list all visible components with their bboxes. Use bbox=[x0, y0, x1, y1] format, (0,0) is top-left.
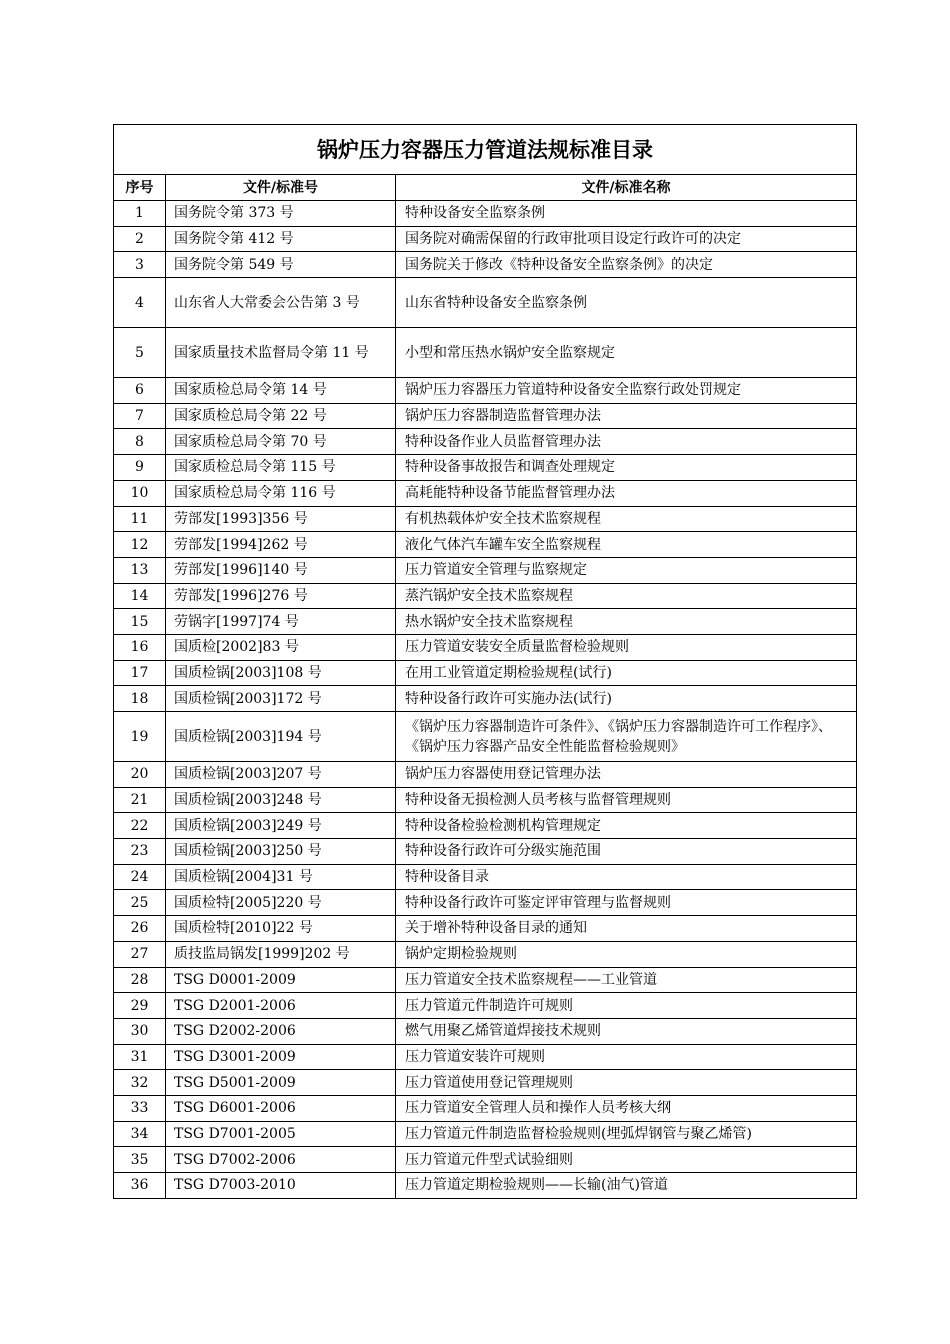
table-row bbox=[114, 378, 857, 404]
document-title: 特种设备行政许可实施办法(试行) bbox=[396, 686, 857, 712]
row-number: 20 bbox=[114, 762, 166, 788]
document-number: 国质检锅[2003]250 号 bbox=[166, 839, 396, 865]
row-number: 16 bbox=[114, 634, 166, 660]
document-number: 劳部发[1993]356 号 bbox=[166, 506, 396, 532]
row-number: 10 bbox=[114, 480, 166, 506]
document-number: 国家质检总局令第 14 号 bbox=[166, 378, 396, 404]
document-number: 劳锅字[1997]74 号 bbox=[166, 609, 396, 635]
document-number: 国质检锅[2004]31 号 bbox=[166, 864, 396, 890]
row-number: 32 bbox=[114, 1070, 166, 1096]
table-title: 锅炉压力容器压力管道法规标准目录 bbox=[114, 125, 857, 175]
document-number: 国务院令第 549 号 bbox=[166, 252, 396, 278]
table-row bbox=[114, 762, 857, 788]
document-title: 压力管道元件制造监督检验规则(埋弧焊钢管与聚乙烯管) bbox=[396, 1121, 857, 1147]
document-number: TSG D7002-2006 bbox=[166, 1147, 396, 1173]
document-number: TSG D7003-2010 bbox=[166, 1173, 396, 1199]
document-title: 热水锅炉安全技术监察规程 bbox=[396, 609, 857, 635]
table-row bbox=[114, 660, 857, 686]
document-title: 有机热载体炉安全技术监察规程 bbox=[396, 506, 857, 532]
document-title: 压力管道安装许可规则 bbox=[396, 1044, 857, 1070]
row-number: 29 bbox=[114, 993, 166, 1019]
row-number: 7 bbox=[114, 403, 166, 429]
document-title: 燃气用聚乙烯管道焊接技术规则 bbox=[396, 1018, 857, 1044]
table-row bbox=[114, 506, 857, 532]
document-title: 锅炉压力容器使用登记管理办法 bbox=[396, 762, 857, 788]
regulations-table bbox=[113, 124, 857, 1199]
document-number: 国质检锅[2003]108 号 bbox=[166, 660, 396, 686]
table-row bbox=[114, 941, 857, 967]
row-number: 25 bbox=[114, 890, 166, 916]
document-number: 质技监局锅发[1999]202 号 bbox=[166, 941, 396, 967]
document-number: 国质检锅[2003]249 号 bbox=[166, 813, 396, 839]
row-number: 24 bbox=[114, 864, 166, 890]
document-number: 国质检锅[2003]248 号 bbox=[166, 787, 396, 813]
document-title: 特种设备目录 bbox=[396, 864, 857, 890]
row-number: 11 bbox=[114, 506, 166, 532]
row-number: 4 bbox=[114, 278, 166, 328]
document-number: 国质检[2002]83 号 bbox=[166, 634, 396, 660]
document-number: TSG D6001-2006 bbox=[166, 1095, 396, 1121]
document-number: 劳部发[1996]276 号 bbox=[166, 583, 396, 609]
table-row bbox=[114, 1044, 857, 1070]
document-number: 国务院令第 373 号 bbox=[166, 201, 396, 227]
document-title: 锅炉压力容器制造监督管理办法 bbox=[396, 403, 857, 429]
table-row bbox=[114, 890, 857, 916]
document-number: 劳部发[1994]262 号 bbox=[166, 532, 396, 558]
table-row bbox=[114, 967, 857, 993]
document-number: 国质检特[2005]220 号 bbox=[166, 890, 396, 916]
document-title: 特种设备作业人员监督管理办法 bbox=[396, 429, 857, 455]
document-title: 蒸汽锅炉安全技术监察规程 bbox=[396, 583, 857, 609]
row-number: 27 bbox=[114, 941, 166, 967]
document-title: 在用工业管道定期检验规程(试行) bbox=[396, 660, 857, 686]
document-title: 压力管道元件制造许可规则 bbox=[396, 993, 857, 1019]
row-number: 35 bbox=[114, 1147, 166, 1173]
document-number: 劳部发[1996]140 号 bbox=[166, 557, 396, 583]
document-title: 山东省特种设备安全监察条例 bbox=[396, 278, 857, 328]
row-number: 19 bbox=[114, 712, 166, 762]
document-number: TSG D5001-2009 bbox=[166, 1070, 396, 1096]
document-number: TSG D2001-2006 bbox=[166, 993, 396, 1019]
table-row bbox=[114, 1070, 857, 1096]
table-row bbox=[114, 916, 857, 942]
document-number: 山东省人大常委会公告第 3 号 bbox=[166, 278, 396, 328]
document-number: 国家质检总局令第 22 号 bbox=[166, 403, 396, 429]
table-row bbox=[114, 532, 857, 558]
document-title: 《锅炉压力容器制造许可条件》、《锅炉压力容器制造许可工作程序》、《锅炉压力容器产品安全性能监督检验规则》 bbox=[396, 712, 857, 762]
document-number: 国家质检总局令第 115 号 bbox=[166, 455, 396, 481]
row-number: 21 bbox=[114, 787, 166, 813]
row-number: 2 bbox=[114, 226, 166, 252]
row-number: 8 bbox=[114, 429, 166, 455]
row-number: 26 bbox=[114, 916, 166, 942]
row-number: 3 bbox=[114, 252, 166, 278]
document-number: TSG D3001-2009 bbox=[166, 1044, 396, 1070]
table-row bbox=[114, 226, 857, 252]
document-number: 国质检锅[2003]207 号 bbox=[166, 762, 396, 788]
document-number: 国务院令第 412 号 bbox=[166, 226, 396, 252]
document-number: TSG D7001-2005 bbox=[166, 1121, 396, 1147]
document-title: 小型和常压热水锅炉安全监察规定 bbox=[396, 328, 857, 378]
document-title: 特种设备行政许可鉴定评审管理与监督规则 bbox=[396, 890, 857, 916]
document-title: 压力管道定期检验规则——长输(油气)管道 bbox=[396, 1173, 857, 1199]
document-title: 特种设备事故报告和调查处理规定 bbox=[396, 455, 857, 481]
row-number: 28 bbox=[114, 967, 166, 993]
table-body bbox=[114, 201, 857, 1199]
document-number: 国质检特[2010]22 号 bbox=[166, 916, 396, 942]
row-number: 6 bbox=[114, 378, 166, 404]
document-number: 国家质检总局令第 116 号 bbox=[166, 480, 396, 506]
column-header-code: 文件/标准号 bbox=[166, 175, 396, 201]
table-row bbox=[114, 328, 857, 378]
document-title: 国务院对确需保留的行政审批项目设定行政许可的决定 bbox=[396, 226, 857, 252]
table-row bbox=[114, 864, 857, 890]
document-title: 国务院关于修改《特种设备安全监察条例》的决定 bbox=[396, 252, 857, 278]
row-number: 12 bbox=[114, 532, 166, 558]
table-row bbox=[114, 1121, 857, 1147]
row-number: 36 bbox=[114, 1173, 166, 1199]
document-title: 压力管道使用登记管理规则 bbox=[396, 1070, 857, 1096]
table-row bbox=[114, 609, 857, 635]
table-row bbox=[114, 429, 857, 455]
row-number: 5 bbox=[114, 328, 166, 378]
table-row bbox=[114, 1147, 857, 1173]
document-title: 高耗能特种设备节能监督管理办法 bbox=[396, 480, 857, 506]
table-row bbox=[114, 787, 857, 813]
row-number: 34 bbox=[114, 1121, 166, 1147]
document-number: 国家质检总局令第 70 号 bbox=[166, 429, 396, 455]
table-row bbox=[114, 634, 857, 660]
document-title: 锅炉定期检验规则 bbox=[396, 941, 857, 967]
table-row bbox=[114, 252, 857, 278]
table-row bbox=[114, 1018, 857, 1044]
document-number: 国家质量技术监督局令第 11 号 bbox=[166, 328, 396, 378]
table-row bbox=[114, 278, 857, 328]
row-number: 33 bbox=[114, 1095, 166, 1121]
document-title: 特种设备检验检测机构管理规定 bbox=[396, 813, 857, 839]
table-row bbox=[114, 839, 857, 865]
table-row bbox=[114, 480, 857, 506]
row-number: 30 bbox=[114, 1018, 166, 1044]
column-header-no: 序号 bbox=[114, 175, 166, 201]
document-title: 压力管道安全技术监察规程——工业管道 bbox=[396, 967, 857, 993]
row-number: 23 bbox=[114, 839, 166, 865]
document-title: 压力管道安全管理与监察规定 bbox=[396, 557, 857, 583]
table-row bbox=[114, 583, 857, 609]
table-row bbox=[114, 993, 857, 1019]
row-number: 31 bbox=[114, 1044, 166, 1070]
row-number: 1 bbox=[114, 201, 166, 227]
document-number: TSG D2002-2006 bbox=[166, 1018, 396, 1044]
document-number: 国质检锅[2003]194 号 bbox=[166, 712, 396, 762]
table-row bbox=[114, 455, 857, 481]
table-row bbox=[114, 1095, 857, 1121]
document-title: 液化气体汽车罐车安全监察规程 bbox=[396, 532, 857, 558]
table-row bbox=[114, 557, 857, 583]
document-title: 关于增补特种设备目录的通知 bbox=[396, 916, 857, 942]
document-number: 国质检锅[2003]172 号 bbox=[166, 686, 396, 712]
row-number: 9 bbox=[114, 455, 166, 481]
document-number: TSG D0001-2009 bbox=[166, 967, 396, 993]
document-title: 特种设备安全监察条例 bbox=[396, 201, 857, 227]
document-title: 压力管道元件型式试验细则 bbox=[396, 1147, 857, 1173]
table-row bbox=[114, 201, 857, 227]
document-title: 锅炉压力容器压力管道特种设备安全监察行政处罚规定 bbox=[396, 378, 857, 404]
row-number: 18 bbox=[114, 686, 166, 712]
table-row bbox=[114, 813, 857, 839]
table-row bbox=[114, 686, 857, 712]
row-number: 15 bbox=[114, 609, 166, 635]
row-number: 14 bbox=[114, 583, 166, 609]
document-title: 特种设备无损检测人员考核与监督管理规则 bbox=[396, 787, 857, 813]
document-title: 压力管道安装安全质量监督检验规则 bbox=[396, 634, 857, 660]
table-row bbox=[114, 403, 857, 429]
column-header-name: 文件/标准名称 bbox=[396, 175, 857, 201]
document-title: 特种设备行政许可分级实施范围 bbox=[396, 839, 857, 865]
table-row bbox=[114, 1173, 857, 1199]
header-row bbox=[114, 175, 857, 201]
row-number: 22 bbox=[114, 813, 166, 839]
document-title: 压力管道安全管理人员和操作人员考核大纲 bbox=[396, 1095, 857, 1121]
row-number: 13 bbox=[114, 557, 166, 583]
table-row bbox=[114, 712, 857, 762]
row-number: 17 bbox=[114, 660, 166, 686]
